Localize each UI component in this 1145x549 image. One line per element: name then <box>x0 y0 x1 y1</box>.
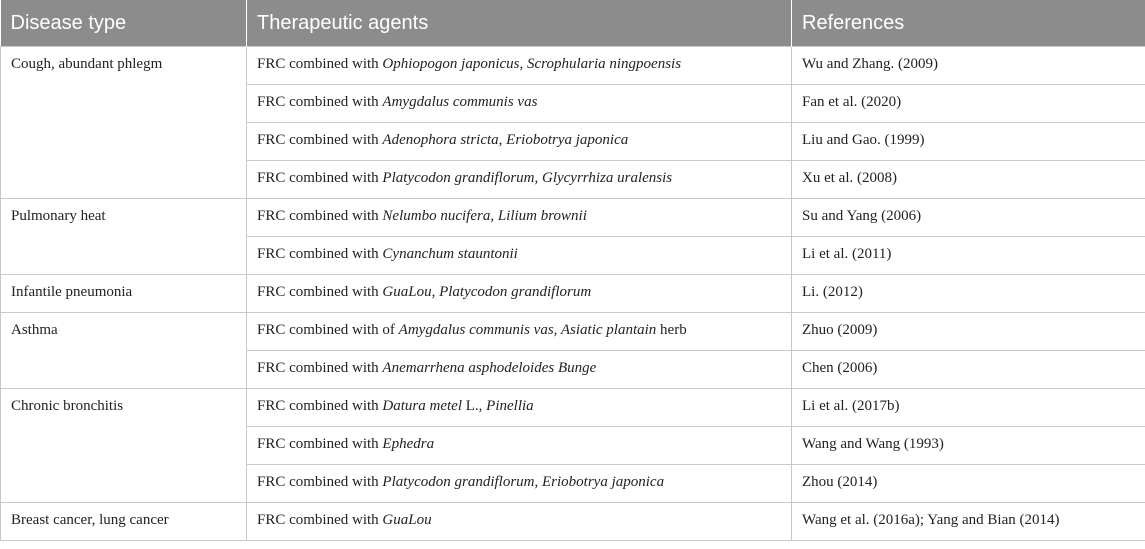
species-name: Amygdalus communis vas, Asiatic plantain <box>398 322 657 338</box>
reference-cell: Liu and Gao. (1999) <box>792 123 1145 161</box>
species-name: Cynanchum stauntonii <box>382 246 518 262</box>
species-name: Nelumbo nucifera, Lilium brownii <box>382 208 587 224</box>
therapeutic-agent-cell <box>247 85 792 123</box>
reference-cell: Li et al. (2017b) <box>792 389 1145 427</box>
disease-type-cell: Infantile pneumonia <box>1 275 247 313</box>
table-row <box>1 313 1145 351</box>
header-row <box>1 0 1145 47</box>
therapeutic-agent-cell <box>247 161 792 199</box>
reference-cell: Wu and Zhang. (2009) <box>792 47 1145 85</box>
reference-cell: Li. (2012) <box>792 275 1145 313</box>
table-row <box>1 47 1145 85</box>
header-disease-type: Disease type <box>1 0 247 47</box>
therapeutic-agent-cell <box>247 47 792 85</box>
therapeutic-agent-cell <box>247 351 792 389</box>
reference-cell: Su and Yang (2006) <box>792 199 1145 237</box>
species-name: Platycodon grandiflorum, Eriobotrya japonica <box>382 474 665 490</box>
therapeutic-agent-cell <box>247 503 792 541</box>
species-name: Ophiopogon japonicus, Scrophularia ningpoensis <box>382 56 682 72</box>
disease-type-cell: Cough, abundant phlegm <box>1 47 247 199</box>
species-name: Pinellia <box>486 398 534 414</box>
disease-type-cell: Asthma <box>1 313 247 389</box>
therapeutic-agent-cell <box>247 427 792 465</box>
therapeutic-agent-cell <box>247 465 792 503</box>
header-therapeutic-agents: Therapeutic agents <box>247 0 792 47</box>
therapeutic-agent-cell <box>247 123 792 161</box>
species-name: GuaLou <box>382 512 432 528</box>
species-name: Amygdalus communis vas <box>382 94 538 110</box>
species-name: Datura metel <box>382 398 462 414</box>
therapeutic-agent-cell <box>247 275 792 313</box>
agent-text: FRC combined with <box>257 208 383 224</box>
disease-type-cell: Chronic bronchitis <box>1 389 247 503</box>
species-name: GuaLou, Platycodon grandiflorum <box>382 284 592 300</box>
header-references: References <box>792 0 1145 47</box>
reference-cell: Zhuo (2009) <box>792 313 1145 351</box>
table-row <box>1 275 1145 313</box>
reference-cell: Xu et al. (2008) <box>792 161 1145 199</box>
species-name: Ephedra <box>382 436 435 452</box>
agent-text: FRC combined with <box>257 512 383 528</box>
agent-text: FRC combined with <box>257 360 383 376</box>
species-name: Platycodon grandiflorum, Glycyrrhiza uralensis <box>382 170 673 186</box>
therapeutic-agent-cell <box>247 237 792 275</box>
reference-cell: Wang and Wang (1993) <box>792 427 1145 465</box>
disease-type-cell: Breast cancer, lung cancer <box>1 503 247 541</box>
species-name: Anemarrhena asphodeloides Bunge <box>382 360 597 376</box>
table-row <box>1 199 1145 237</box>
agent-text: FRC combined with <box>257 246 383 262</box>
reference-cell: Li et al. (2011) <box>792 237 1145 275</box>
reference-cell: Chen (2006) <box>792 351 1145 389</box>
table-body <box>1 47 1145 541</box>
agent-text: FRC combined with <box>257 94 383 110</box>
agent-text: FRC combined with <box>257 398 383 414</box>
agent-text: FRC combined with <box>257 474 383 490</box>
species-name: Adenophora stricta, Eriobotrya japonica <box>382 132 629 148</box>
reference-cell: Zhou (2014) <box>792 465 1145 503</box>
agent-text: FRC combined with of <box>257 322 399 338</box>
agent-text: L., <box>462 398 487 414</box>
agent-text: FRC combined with <box>257 56 383 72</box>
table-row <box>1 389 1145 427</box>
therapeutic-agent-cell <box>247 313 792 351</box>
agent-text: FRC combined with <box>257 132 383 148</box>
agent-text: FRC combined with <box>257 436 383 452</box>
disease-type-cell: Pulmonary heat <box>1 199 247 275</box>
agent-text: herb <box>656 322 687 338</box>
therapeutic-agent-cell <box>247 199 792 237</box>
therapeutic-agent-cell <box>247 389 792 427</box>
reference-cell: Wang et al. (2016a); Yang and Bian (2014) <box>792 503 1145 541</box>
agent-text: FRC combined with <box>257 284 383 300</box>
reference-cell: Fan et al. (2020) <box>792 85 1145 123</box>
table-row <box>1 503 1145 541</box>
agent-text: FRC combined with <box>257 170 383 186</box>
